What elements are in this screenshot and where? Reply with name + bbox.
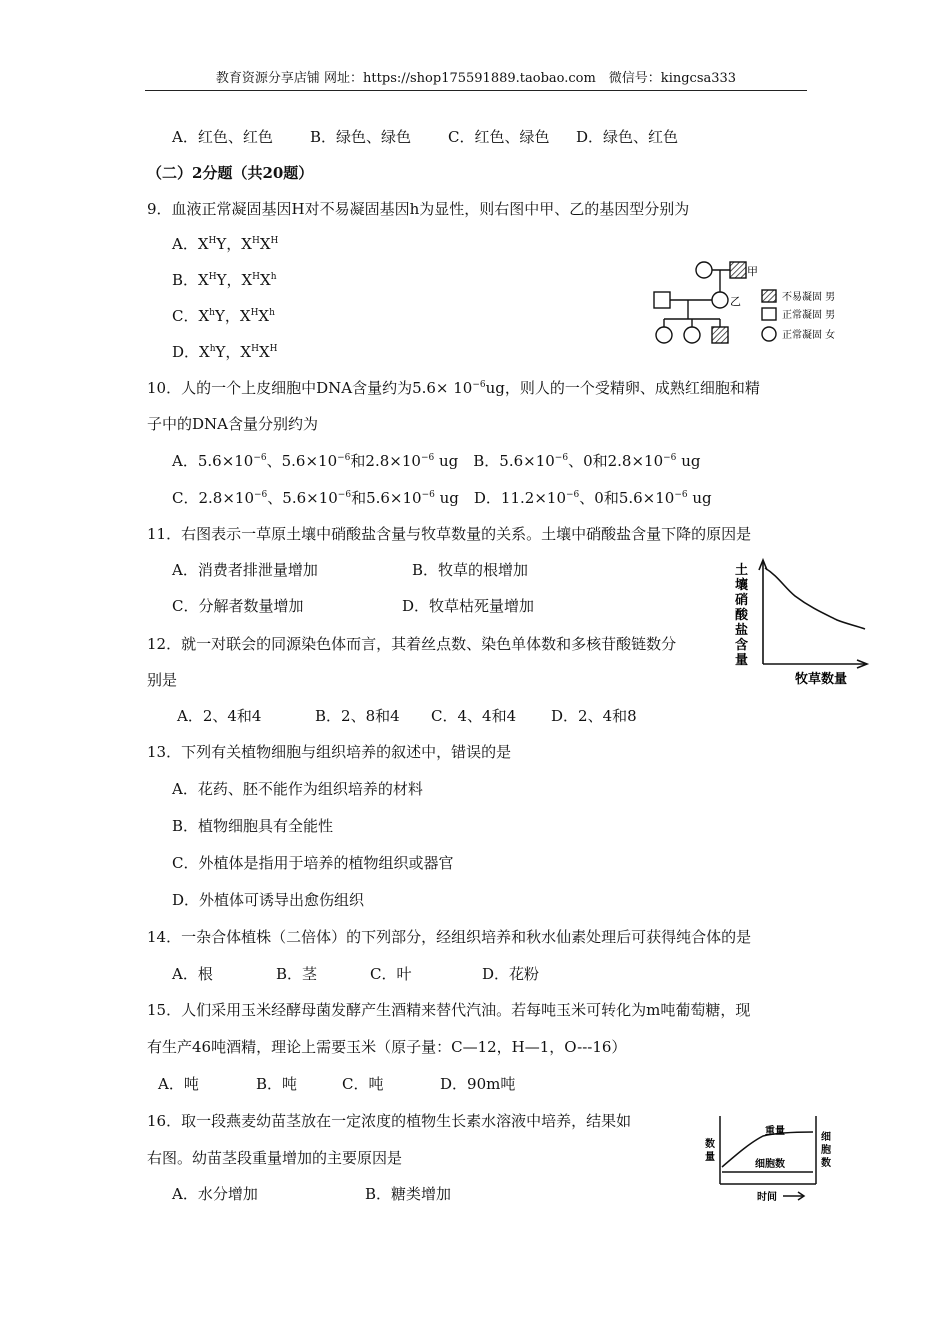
- q8-option-c[interactable]: C．红色、绿色: [448, 128, 550, 146]
- q8-option-d[interactable]: D．绿色、红色: [576, 128, 679, 146]
- svg-text:壤: 壤: [735, 578, 749, 593]
- q10-options-cd[interactable]: C．$2.8\times 10^{-6}$、$5.6\times 10^{-6}$和$5.6\times 10^{-6}$ ug D．$11.2\times 10^{-6}$、0和$5.6\times 10^{-6}$ ug: [172, 489, 712, 507]
- q12-option-d[interactable]: D．2、4和8: [551, 707, 637, 725]
- right-axis-label-2: 胞: [821, 1145, 831, 1156]
- q10-options-ab[interactable]: A．$5.6\times 10^{-6}$、$5.6\times 10^{-6}$和$2.8\times 10^{-6}$ ug B．$5.6\times 10^{-6}$、0和$2.8\times 10^{-6}$ ug: [172, 452, 701, 470]
- q15-stem-line1: 15．人们采用玉米经酵母菌发酵产生酒精来替代汽油。若每吨玉米可转化为m吨葡萄糖，现: [147, 1001, 751, 1019]
- legend-hatched-male: 不易凝固 男: [782, 292, 836, 303]
- q16-stem-line1: 16．取一段燕麦幼苗茎放在一定浓度的植物生长素水溶液中培养，结果如: [147, 1112, 632, 1130]
- q8-options: [172, 126, 678, 148]
- yi-label: 乙: [730, 295, 741, 308]
- q9-stem: 9．血液正常凝固基因H对不易凝固基因h为显性，则右图中甲、乙的基因型分别为: [147, 200, 690, 218]
- q10-stem-line2: 子中的DNA含量分别约为: [147, 415, 318, 433]
- q14-options: [172, 963, 539, 985]
- q15-option-c[interactable]: C．吨: [342, 1075, 384, 1093]
- time-label: 时间: [757, 1192, 777, 1203]
- svg-text:含: 含: [735, 638, 749, 653]
- q14-option-b[interactable]: B．茎: [276, 965, 318, 983]
- svg-text:量: 量: [735, 653, 749, 668]
- q10-stem-line1: 10．人的一个上皮细胞中DNA含量约为$5.6\times 10^{-6}ug$，则人的一个受精卵、成熟红细胞和精: [147, 379, 760, 397]
- yi-symbol: [712, 292, 728, 308]
- legend-normal-male: 正常凝固 男: [782, 310, 836, 321]
- q13-option-a[interactable]: A．花药、胚不能作为组织培养的材料: [172, 780, 423, 798]
- growth-figure: [703, 1112, 838, 1207]
- svg-text:酸: 酸: [735, 608, 749, 623]
- q15-option-d[interactable]: D．90m吨: [440, 1075, 516, 1093]
- svg-text:土: 土: [735, 563, 749, 578]
- weight-label: 重量: [765, 1126, 785, 1137]
- left-axis-label-2: 量: [705, 1152, 715, 1163]
- q16-option-b[interactable]: B．糖类增加: [365, 1185, 452, 1203]
- cell-count-label: 细胞数: [755, 1159, 785, 1170]
- q14-option-d[interactable]: D．花粉: [482, 965, 540, 983]
- q12-option-c[interactable]: C．4、4和4: [431, 707, 517, 725]
- q12-stem-line2: 别是: [147, 671, 178, 689]
- section-title: （二）2分题（共20题）: [147, 164, 314, 182]
- q14-option-a[interactable]: A．根: [172, 965, 213, 983]
- q11-option-c[interactable]: C．分解者数量增加: [172, 597, 304, 615]
- pedigree-figure: [650, 255, 865, 350]
- nitrate-curve: [765, 568, 865, 629]
- q11-option-d[interactable]: D．牧草枯死量增加: [402, 597, 535, 615]
- q13-option-c[interactable]: C．外植体是指用于培养的植物组织或器官: [172, 854, 454, 872]
- q12-option-b[interactable]: B．2、8和4: [315, 707, 400, 725]
- q15-stem-line2: 有生产46吨酒精，理论上需要玉米（原子量：C—12，H—1，O---16）: [147, 1038, 627, 1056]
- q11-option-a[interactable]: A．消费者排泄量增加: [172, 561, 318, 579]
- nitrate-xlabel: 牧草数量: [795, 672, 848, 686]
- grandmother-symbol: [696, 262, 712, 278]
- jia-symbol: [730, 262, 746, 278]
- right-axis-label-3: 数: [821, 1158, 831, 1169]
- q9-option-a[interactable]: A．$X^HY$，$X^HX^H$: [172, 235, 279, 253]
- q13-option-b[interactable]: B．植物细胞具有全能性: [172, 817, 334, 835]
- nitrate-ylabel: [734, 562, 749, 668]
- page-header: 教育资源分享店铺 网址：https://shop175591889.taobao.com 微信号：kingcsa333: [145, 70, 807, 91]
- q8-option-b[interactable]: B．绿色、绿色: [310, 128, 412, 146]
- q9-option-b[interactable]: B．$X^HY$，$X^HX^h$: [172, 271, 277, 289]
- q15-options: [158, 1073, 515, 1095]
- jia-label: 甲: [747, 265, 758, 278]
- q12-option-a[interactable]: A．2、4和4: [177, 707, 262, 725]
- q15-option-b[interactable]: B．吨: [256, 1075, 298, 1093]
- q11-stem: 11．右图表示一草原土壤中硝酸盐含量与牧草数量的关系。土壤中硝酸盐含量下降的原因是: [147, 525, 752, 543]
- q16-stem-line2: 右图。幼苗茎段重量增加的主要原因是: [147, 1149, 403, 1167]
- svg-text:硝: 硝: [735, 593, 749, 608]
- q14-stem: 14．一杂合体植株（二倍体）的下列部分，经组织培养和秋水仙素处理后可获得纯合体的是: [147, 928, 752, 946]
- left-axis-label-1: 数: [705, 1139, 715, 1150]
- nitrate-figure: [733, 556, 873, 686]
- q15-option-a[interactable]: A．吨: [158, 1075, 199, 1093]
- q12-options: [177, 705, 637, 727]
- q13-option-d[interactable]: D．外植体可诱导出愈伤组织: [172, 891, 365, 909]
- q9-option-c[interactable]: C．$X^hY$，$X^HX^h$: [172, 307, 275, 325]
- legend-normal-female: 正常凝固 女: [782, 330, 836, 341]
- q12-stem-line1: 12．就一对联会的同源染色体而言，其着丝点数、染色单体数和多核苷酸链数分: [147, 635, 677, 653]
- q9-option-d[interactable]: D．$X^hY$，$X^HX^H$: [172, 343, 278, 361]
- q14-option-c[interactable]: C．叶: [370, 965, 412, 983]
- right-axis-label-1: 细: [821, 1132, 831, 1143]
- q13-stem: 13．下列有关植物细胞与组织培养的叙述中，错误的是: [147, 743, 512, 761]
- q16-option-a[interactable]: A．水分增加: [172, 1185, 258, 1203]
- q8-option-a[interactable]: A．红色、红色: [172, 128, 273, 146]
- svg-text:盐: 盐: [735, 623, 749, 638]
- q11-option-b[interactable]: B．牧草的根增加: [412, 561, 529, 579]
